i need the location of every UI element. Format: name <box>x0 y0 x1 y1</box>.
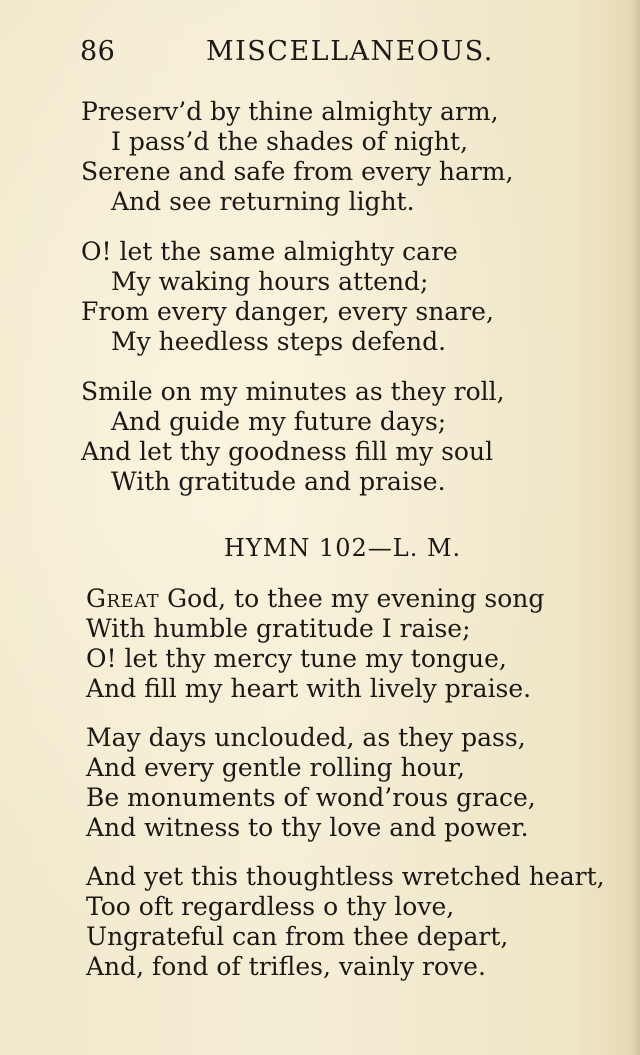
verse-line: Serene and safe from every harm, <box>81 157 514 186</box>
stanza-3 <box>81 377 640 497</box>
verse-line <box>86 584 640 614</box>
page-header <box>80 36 500 76</box>
verse-line: And yet this thoughtless wretched heart, <box>86 862 605 891</box>
verse-line: Ungrateful can from thee depart, <box>86 922 509 951</box>
verse-line: And fill my heart with lively praise. <box>86 674 532 703</box>
verse-line: And witness to thy love and power. <box>86 813 529 842</box>
verse-line: And, fond of trifles, vainly rove. <box>86 952 486 981</box>
verse-line: With humble gratitude I raise; <box>86 614 471 643</box>
verse-line: With gratitude and praise. <box>111 467 446 496</box>
stanza-1 <box>81 97 640 217</box>
verse-line: And let thy goodness fill my soul <box>81 437 494 466</box>
hymn-stanza-2 <box>86 723 640 843</box>
verse-line: Preserv’d by thine almighty arm, <box>81 97 499 126</box>
verse-line: Smile on my minutes as they roll, <box>81 377 505 406</box>
verse-line: May days unclouded, as they pass, <box>86 723 526 752</box>
verse-line: I pass’d the shades of night, <box>111 127 469 156</box>
verse-line: And see returning light. <box>111 187 415 216</box>
stanza-2 <box>81 237 640 357</box>
hymn-stanza-1 <box>86 584 640 704</box>
page-number: 86 <box>80 36 116 67</box>
first-word: Great <box>86 584 160 613</box>
verse-line: My waking hours attend; <box>111 267 429 296</box>
hymn-title: HYMN 102—L. M. <box>224 534 462 562</box>
verse-line: From every danger, every snare, <box>81 297 494 326</box>
verse-line: Be monuments of wond’rous grace, <box>86 783 536 812</box>
running-head: MISCELLANEOUS. <box>206 36 494 67</box>
verse-line: And every gentle rolling hour, <box>86 753 465 782</box>
first-line-rest: God, to thee my evening song <box>159 584 545 613</box>
verse-line: O! let thy mercy tune my tongue, <box>86 644 507 673</box>
verse-line: O! let the same almighty care <box>81 237 458 266</box>
verse-line: My heedless steps defend. <box>111 327 447 356</box>
verse-line: And guide my future days; <box>111 407 447 436</box>
verse-line: Too oft regardless o thy love, <box>86 892 455 921</box>
hymn-stanza-3 <box>86 862 640 982</box>
